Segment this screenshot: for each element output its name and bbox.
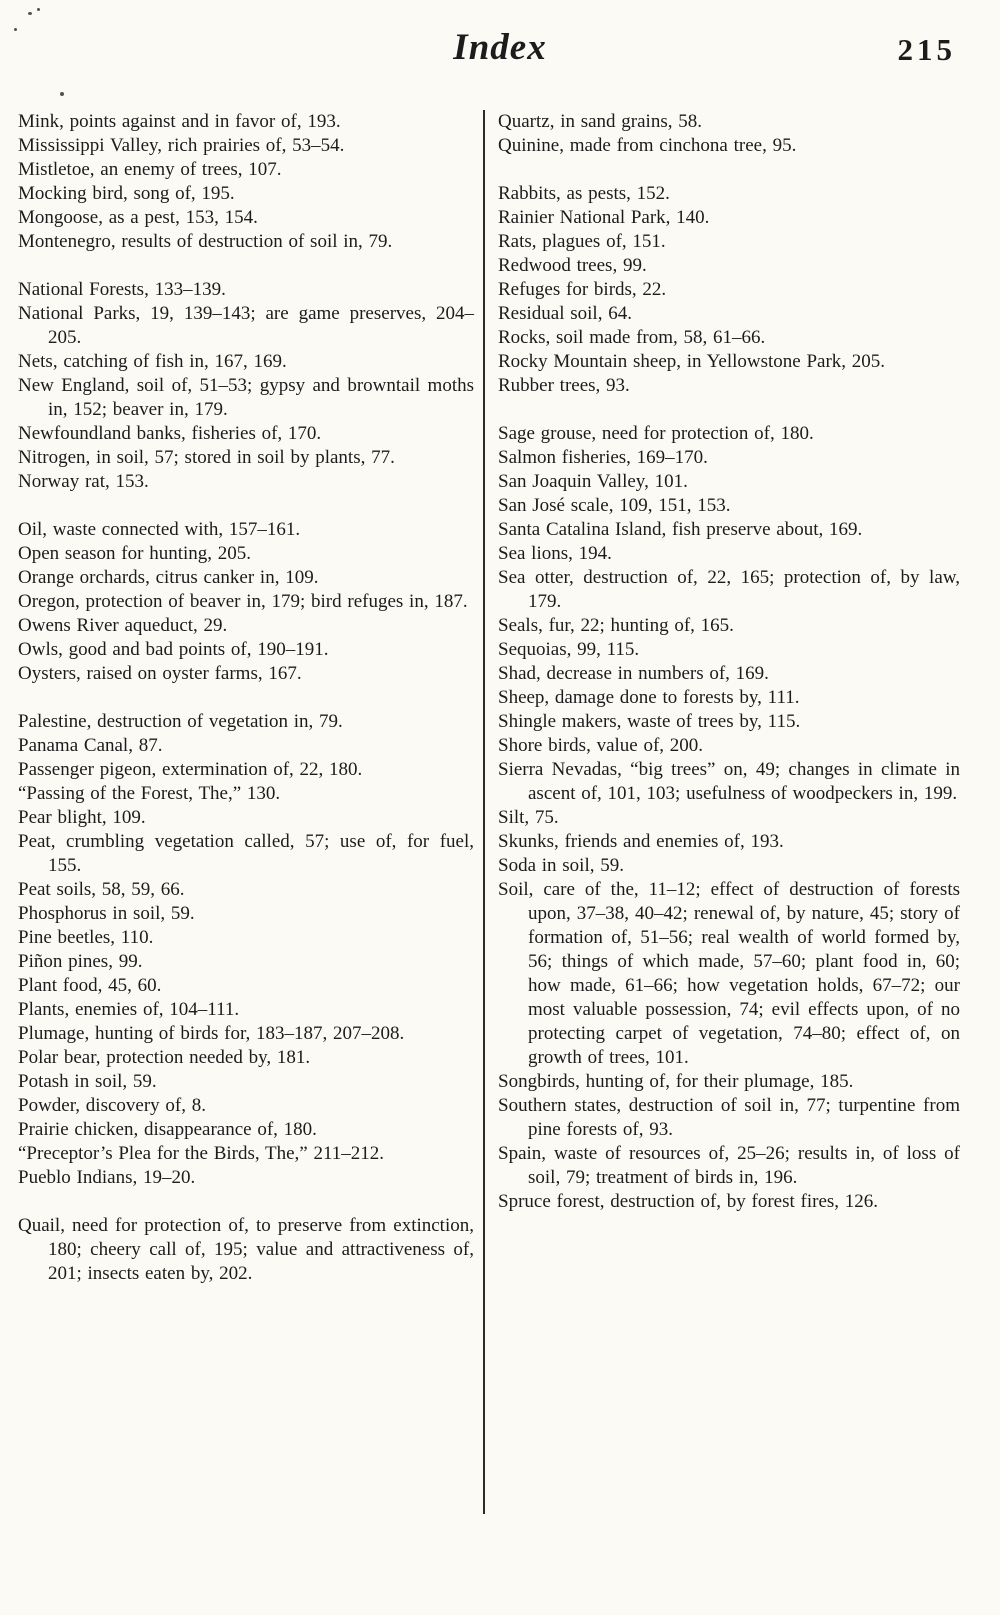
index-entry: National Forests, 133–139. xyxy=(18,279,226,300)
index-entry: Salmon fisheries, 169–170. xyxy=(498,447,708,468)
index-entry: Sheep, damage done to forests by, 111. xyxy=(498,687,800,708)
index-entry: New England, soil of, 51–53; gypsy and browntail moths in, 152; beaver in, 179. xyxy=(18,375,474,420)
index-entry: Phosphorus in soil, 59. xyxy=(18,903,195,924)
index-entry: Shore birds, value of, 200. xyxy=(498,735,704,756)
index-entry: Sierra Nevadas, “big trees” on, 49; changes in climate in ascent of, 101, 103; usefulness of woodpeckers in, 199. xyxy=(498,759,960,804)
index-entry: Potash in soil, 59. xyxy=(18,1071,157,1092)
index-entry: Soil, care of the, 11–12; effect of destruction of forests upon, 37–38, 40–42; renewal of, by nature, 45; story of formation of, 51–56; real wealth of world formed by, 56; things of which made, 57–60; plant food in, 60; how made, 61–66; how vegetation holds, 67–72; our most valuable possession, 74; evil effects upon, of no protecting carpet of vegetation, 74–80; effect of, on growth of trees, 101. xyxy=(498,879,960,1068)
index-entry: Redwood trees, 99. xyxy=(498,255,647,276)
index-entry: Soda in soil, 59. xyxy=(498,855,624,876)
index-entry: Santa Catalina Island, fish preserve about, 169. xyxy=(498,519,863,540)
index-entry: Open season for hunting, 205. xyxy=(18,543,252,564)
index-entry: Sage grouse, need for protection of, 180. xyxy=(498,423,814,444)
index-entry: Palestine, destruction of vegetation in, 79. xyxy=(18,711,343,732)
index-entry: Nitrogen, in soil, 57; stored in soil by plants, 77. xyxy=(18,447,395,468)
index-entry: Mocking bird, song of, 195. xyxy=(18,183,235,204)
scan-speck xyxy=(60,92,64,96)
index-entry: Sea otter, destruction of, 22, 165; protection of, by law, 179. xyxy=(498,567,960,612)
scan-speck xyxy=(37,8,40,11)
index-entry: Plants, enemies of, 104–111. xyxy=(18,999,240,1020)
index-entry: Owls, good and bad points of, 190–191. xyxy=(18,639,329,660)
index-entry: “Passing of the Forest, The,” 130. xyxy=(18,783,281,804)
index-entry: Piñon pines, 99. xyxy=(18,951,143,972)
index-entry: Quinine, made from cinchona tree, 95. xyxy=(498,135,797,156)
index-entry: Southern states, destruction of soil in, 77; turpentine from pine forests of, 93. xyxy=(498,1095,960,1140)
index-entry: Seals, fur, 22; hunting of, 165. xyxy=(498,615,734,636)
index-entry: Quail, need for protection of, to preserve from extinction, 180; cheery call of, 195; value and attractiveness of, 201; insects eaten by, 202. xyxy=(18,1215,474,1284)
index-entry: San José scale, 109, 151, 153. xyxy=(498,495,731,516)
index-entry: Nets, catching of fish in, 167, 169. xyxy=(18,351,287,372)
index-entry: Prairie chicken, disappearance of, 180. xyxy=(18,1119,317,1140)
index-entry: Quartz, in sand grains, 58. xyxy=(498,111,702,132)
index-entry: Montenegro, results of destruction of soil in, 79. xyxy=(18,231,393,252)
index-entry: Peat, crumbling vegetation called, 57; use of, for fuel, 155. xyxy=(18,831,474,876)
index-entry: Passenger pigeon, extermination of, 22, 180. xyxy=(18,759,363,780)
index-entry: Owens River aqueduct, 29. xyxy=(18,615,228,636)
index-entry: Oil, waste connected with, 157–161. xyxy=(18,519,301,540)
index-entry: Mongoose, as a pest, 153, 154. xyxy=(18,207,258,228)
index-entry: Spruce forest, destruction of, by forest fires, 126. xyxy=(498,1191,879,1212)
index-entry: Shad, decrease in numbers of, 169. xyxy=(498,663,769,684)
index-entry: Oregon, protection of beaver in, 179; bird refuges in, 187. xyxy=(18,591,468,612)
index-entry: Mink, points against and in favor of, 193. xyxy=(18,111,341,132)
index-entry: Residual soil, 64. xyxy=(498,303,632,324)
index-entry: Sequoias, 99, 115. xyxy=(498,639,640,660)
index-entry: Mississippi Valley, rich prairies of, 53–54. xyxy=(18,135,345,156)
index-entry: Plant food, 45, 60. xyxy=(18,975,162,996)
column-divider xyxy=(483,110,485,1514)
index-entry: Peat soils, 58, 59, 66. xyxy=(18,879,185,900)
index-entry: Rabbits, as pests, 152. xyxy=(498,183,670,204)
scan-speck xyxy=(28,12,32,15)
index-entry: Spain, waste of resources of, 25–26; results in, of loss of soil, 79; treatment of birds in, 196. xyxy=(498,1143,960,1188)
index-entry: Songbirds, hunting of, for their plumage, 185. xyxy=(498,1071,854,1092)
index-entry: Plumage, hunting of birds for, 183–187, 207–208. xyxy=(18,1023,405,1044)
index-entry: Pine beetles, 110. xyxy=(18,927,154,948)
index-entry: Pueblo Indians, 19–20. xyxy=(18,1167,196,1188)
index-entry: Sea lions, 194. xyxy=(498,543,612,564)
index-entry: Rocks, soil made from, 58, 61–66. xyxy=(498,327,766,348)
index-entry: Panama Canal, 87. xyxy=(18,735,163,756)
page-title: Index xyxy=(453,27,547,68)
index-entry: San Joaquin Valley, 101. xyxy=(498,471,688,492)
index-entry: Rubber trees, 93. xyxy=(498,375,630,396)
index-entry: Polar bear, protection needed by, 181. xyxy=(18,1047,311,1068)
index-column-right xyxy=(498,110,960,1214)
index-entry: Powder, discovery of, 8. xyxy=(18,1095,206,1116)
index-entry: Skunks, friends and enemies of, 193. xyxy=(498,831,784,852)
index-entry: Mistletoe, an enemy of trees, 107. xyxy=(18,159,282,180)
index-entry: Rats, plagues of, 151. xyxy=(498,231,666,252)
index-entry: Oysters, raised on oyster farms, 167. xyxy=(18,663,302,684)
index-entry: Newfoundland banks, fisheries of, 170. xyxy=(18,423,322,444)
index-entry: Refuges for birds, 22. xyxy=(498,279,667,300)
index-entry: Rocky Mountain sheep, in Yellowstone Park, 205. xyxy=(498,351,886,372)
index-entry: National Parks, 19, 139–143; are game preserves, 204–205. xyxy=(18,303,474,348)
index-entry: Rainier National Park, 140. xyxy=(498,207,710,228)
index-entry: Silt, 75. xyxy=(498,807,559,828)
index-entry: Orange orchards, citrus canker in, 109. xyxy=(18,567,319,588)
index-column-left xyxy=(18,110,474,1286)
page-number: 215 xyxy=(897,32,956,67)
index-entry: Shingle makers, waste of trees by, 115. xyxy=(498,711,801,732)
index-entry: “Preceptor’s Plea for the Birds, The,” 211–212. xyxy=(18,1143,385,1164)
index-entry: Norway rat, 153. xyxy=(18,471,149,492)
index-entry: Pear blight, 109. xyxy=(18,807,146,828)
